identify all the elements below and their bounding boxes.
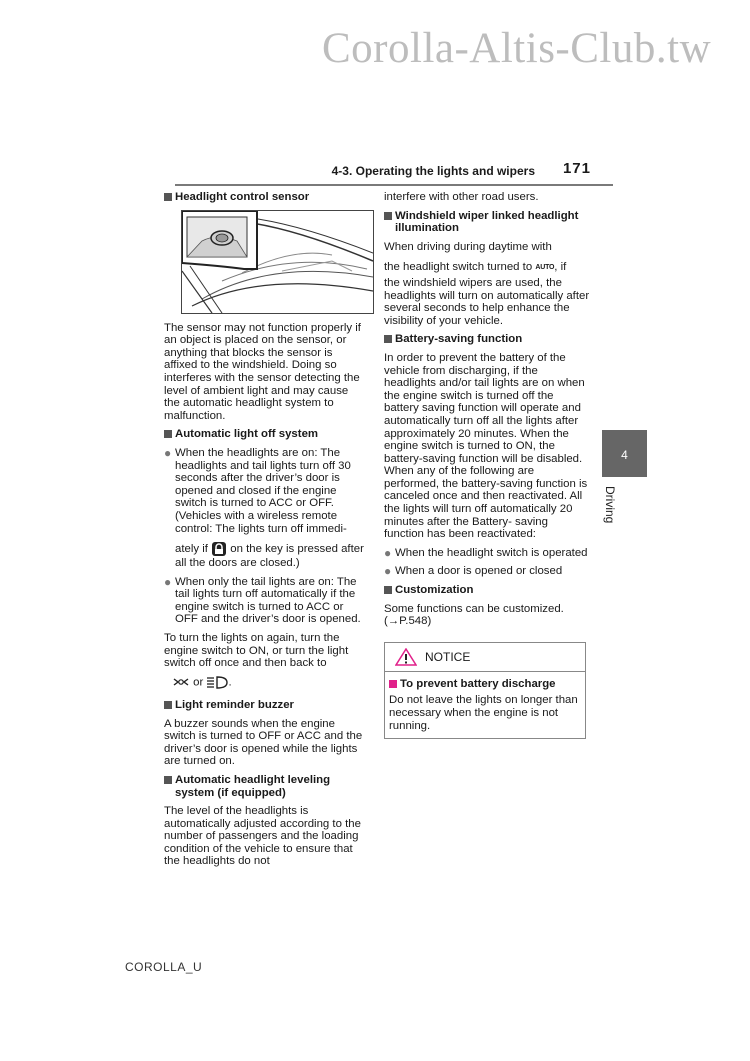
wiper-paragraph-line1: When driving during daytime with bbox=[384, 240, 552, 253]
wiper-paragraph-line2: the headlight switch turned to AUTO, if bbox=[384, 261, 567, 274]
square-bullet-icon bbox=[384, 212, 392, 220]
right-column bbox=[384, 191, 590, 739]
square-bullet-icon bbox=[164, 701, 172, 709]
reactivation-paragraph: When any of the following are performed, the battery-saving function is canceled once and then reactivated. All the lights will turn off automatically 20 minutes after the Battery- saving function has been reactivated: bbox=[384, 465, 588, 541]
round-bullet-icon: ● bbox=[384, 545, 392, 560]
battery-paragraph: In order to prevent the battery of the vehicle from discharging, if the headlights and/or tail lights are on when the engine switch is turned off the battery saving function will operate and automatically turn off all the lights after approximately 20 minutes. When the engine switch is turned to ON, the battery-saving function will be disabled. bbox=[384, 351, 585, 465]
customization-paragraph: Some functions can be customized. (→P.548) bbox=[384, 602, 564, 628]
list-item: ● When the headlight switch is operated bbox=[384, 545, 588, 560]
square-bullet-icon bbox=[389, 680, 397, 688]
heading-automatic-light-off: Automatic light off system bbox=[164, 428, 367, 441]
auto-icon: AUTO bbox=[535, 264, 555, 272]
list-item: ● When only the tail lights are on: The tail lights turn off automatically if the engine switch is turned to ACC or OFF and the driver’s door is opened. bbox=[164, 574, 361, 626]
heading-headlight-leveling: Automatic headlight leveling system (if equipped) bbox=[164, 774, 367, 799]
heading-headlight-control-sensor: Headlight control sensor bbox=[164, 191, 367, 204]
buzzer-paragraph: A buzzer sounds when the engine switch is turned to OFF or ACC and the driver’s door is opened while the lights are turned on. bbox=[164, 717, 363, 768]
notice-title: NOTICE bbox=[425, 649, 471, 664]
notice-body bbox=[385, 672, 585, 738]
notice-text: Do not leave the lights on longer than necessary when the engine is not running. bbox=[389, 694, 578, 732]
heading-battery-saving: Battery-saving function bbox=[384, 333, 590, 346]
warning-icon bbox=[395, 648, 417, 666]
footer-code: COROLLA_U bbox=[125, 960, 203, 974]
light-switch-positions: or . bbox=[172, 676, 367, 689]
page-number: 171 bbox=[562, 160, 591, 177]
page-header bbox=[175, 160, 613, 186]
heading-light-reminder-buzzer: Light reminder buzzer bbox=[164, 699, 367, 712]
leveling-paragraph: The level of the headlights is automatically adjusted according to the number of passengers and the loading condition of the vehicle to ensure that the headlights do not bbox=[164, 805, 361, 868]
wiper-paragraph: the windshield wipers are used, the headlights will turn on automatically after several seconds to help enhance the visibility of your vehicle. bbox=[384, 276, 590, 327]
notice-heading: To prevent battery discharge bbox=[389, 678, 581, 691]
list-item: ● When a door is opened or closed bbox=[384, 564, 563, 579]
heading-customization: Customization bbox=[384, 584, 590, 597]
continued-paragraph: interfere with other road users. bbox=[384, 191, 539, 203]
headlight-icon bbox=[206, 676, 228, 689]
square-bullet-icon bbox=[384, 586, 392, 594]
windshield-sensor-figure bbox=[182, 211, 373, 313]
round-bullet-icon: ● bbox=[164, 445, 172, 460]
square-bullet-icon bbox=[164, 776, 172, 784]
tail-light-icon bbox=[172, 676, 190, 688]
chapter-number: 4 bbox=[621, 448, 628, 462]
round-bullet-icon: ● bbox=[384, 564, 392, 579]
watermark: Corolla-Altis-Club.tw bbox=[322, 25, 712, 72]
left-column bbox=[164, 191, 367, 874]
lock-icon bbox=[211, 541, 227, 557]
notice-box bbox=[384, 642, 586, 739]
sensor-paragraph: The sensor may not function properly if an object is placed on the sensor, or anything that blocks the sensor is affixed to the windshield. Doing so interferes with the sensor detecting the level of ambient light and may cause the automatic headlight system to malfunction. bbox=[164, 321, 361, 422]
chapter-label: Driving bbox=[603, 486, 617, 524]
square-bullet-icon bbox=[164, 430, 172, 438]
notice-header bbox=[385, 643, 585, 672]
section-title: 4-3. Operating the lights and wipers bbox=[331, 164, 535, 178]
heading-wiper-linked-illumination: Windshield wiper linked headlight illumination bbox=[384, 210, 590, 235]
chapter-tab bbox=[602, 430, 647, 477]
turn-lights-paragraph: To turn the lights on again, turn the engine switch to ON, or turn the light switch off once and then back to bbox=[164, 632, 349, 670]
list-item: ● When the headlights are on: The headlights and tail lights turn off 30 seconds after the driver’s door is opened and closed if the engine switch is turned to ACC or OFF. (Vehicles with a wireless remote control: The lights turn off immedi- ately if on the key is pressed after all the doors are closed.) bbox=[164, 445, 364, 570]
square-bullet-icon bbox=[384, 335, 392, 343]
round-bullet-icon: ● bbox=[164, 574, 172, 589]
square-bullet-icon bbox=[164, 193, 172, 201]
sensor-illustration bbox=[181, 210, 374, 314]
